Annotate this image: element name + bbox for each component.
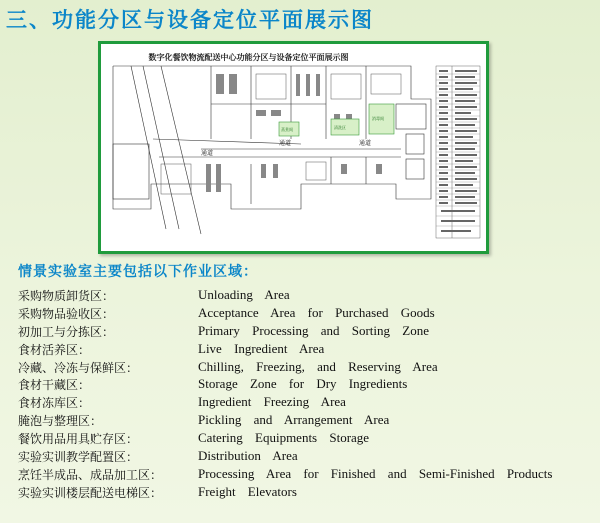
zone-name-cn: 餐饮用品用具贮存区： bbox=[18, 432, 139, 447]
road-label: 通道 bbox=[201, 150, 214, 157]
list-item bbox=[18, 376, 598, 394]
zone-name-cn: 冷藏、冷冻与保鲜区： bbox=[18, 360, 139, 375]
zone-name-cn: 食材干藏区： bbox=[18, 378, 91, 393]
road-label: 通道 bbox=[359, 140, 372, 147]
list-item bbox=[18, 359, 598, 377]
zone-name-cn: 采购物质卸货区： bbox=[18, 289, 115, 303]
list-item bbox=[18, 341, 598, 359]
zone-name-en: Catering Equipments Storage bbox=[198, 430, 370, 446]
zone-name-en: Pickling and Arrangement Area bbox=[198, 412, 390, 428]
floor-plan-drawing bbox=[101, 44, 486, 251]
zone-list bbox=[18, 287, 598, 502]
zone-name-en: Live Ingredient Area bbox=[198, 340, 325, 356]
list-item bbox=[18, 412, 598, 430]
zone-name-en: Storage Zone for Dry Ingredients bbox=[198, 376, 408, 392]
zone-name-cn: 采购物品验收区： bbox=[18, 306, 115, 321]
room-label: 蒸煮间 bbox=[281, 127, 293, 132]
room-label: 消毒间 bbox=[372, 116, 384, 121]
zone-name-cn: 腌泡与整理区： bbox=[18, 414, 103, 429]
list-item bbox=[18, 305, 598, 323]
zone-name-cn: 烹饪半成品、成品加工区： bbox=[18, 467, 163, 482]
zone-name-cn: 实验实训楼层配送电梯区： bbox=[18, 485, 163, 500]
room-label: 清洗区 bbox=[334, 125, 346, 130]
list-item bbox=[18, 466, 598, 484]
zone-name-en: Ingredient Freezing Area bbox=[198, 394, 346, 410]
list-item bbox=[18, 323, 598, 341]
zone-name-en: Processing Area for Finished and Semi-Finished Products bbox=[198, 465, 553, 481]
list-item bbox=[18, 430, 598, 448]
floor-plan-title: 数字化餐饮物流配送中心功能分区与设备定位平面展示图 bbox=[148, 52, 349, 62]
page-title: 三、功能分区与设备定位平面展示图 bbox=[6, 8, 374, 32]
zone-name-en: Chilling, Freezing, and Reserving Area bbox=[198, 358, 438, 374]
list-item bbox=[18, 484, 598, 502]
zone-name-en: Freight Elevators bbox=[198, 483, 297, 499]
zone-name-cn: 实验实训教学配置区： bbox=[18, 450, 139, 465]
zone-name-cn: 食材冻库区： bbox=[18, 396, 91, 411]
road-label: 通道 bbox=[279, 140, 292, 147]
zone-name-cn: 初加工与分拣区： bbox=[18, 324, 115, 339]
zone-name-cn: 食材活养区： bbox=[18, 342, 91, 357]
zone-name-en: Unloading Area bbox=[198, 287, 290, 302]
list-item bbox=[18, 287, 598, 305]
zone-name-en: Primary Processing and Sorting Zone bbox=[198, 322, 429, 338]
list-item bbox=[18, 394, 598, 412]
zone-name-en: Distribution Area bbox=[198, 448, 298, 464]
zone-name-en: Acceptance Area for Purchased Goods bbox=[198, 304, 435, 320]
section-heading: 情景实验室主要包括以下作业区域： bbox=[18, 264, 258, 280]
list-item bbox=[18, 448, 598, 466]
floor-plan-figure bbox=[98, 41, 489, 254]
